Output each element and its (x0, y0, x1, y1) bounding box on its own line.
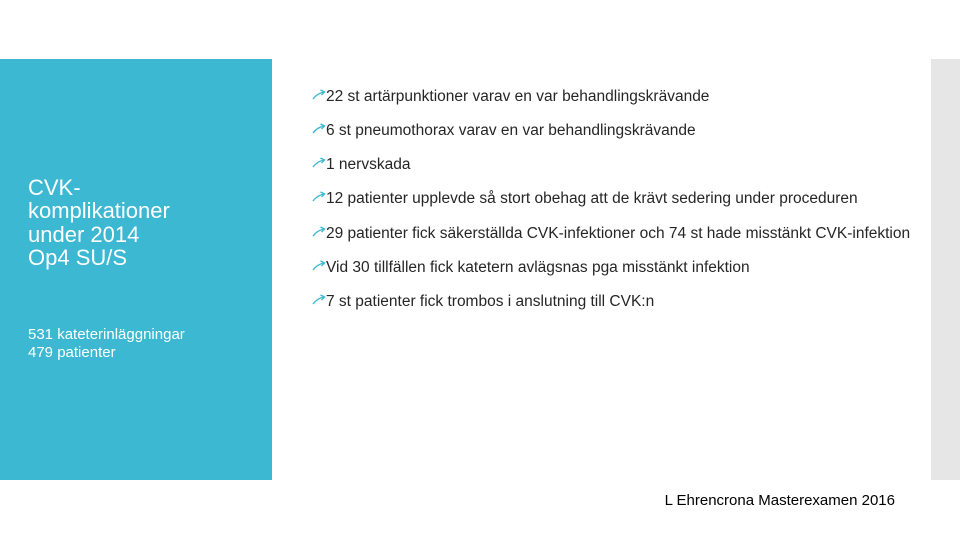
bullet-item (312, 121, 912, 141)
bullet-text: 1 nervskada (326, 156, 411, 174)
arrow-bullet-icon (312, 156, 326, 170)
bullet-text: 6 st pneumothorax varav en var behandlingskrävande (326, 122, 696, 140)
arrow-bullet-icon (312, 122, 326, 136)
slide-subtitle (28, 326, 268, 363)
bullet-item (312, 224, 912, 244)
footer-credit: L Ehrencrona Masterexamen 2016 (664, 492, 895, 509)
slide-title-line: CVK- (28, 175, 81, 200)
subtitle-line: 479 patienter (28, 344, 116, 362)
arrow-bullet-icon (312, 88, 326, 102)
bullet-text: Vid 30 tillfällen fick katetern avlägsnas pga misstänkt infektion (326, 258, 750, 276)
slide-title-line: Op4 SU/S (28, 244, 128, 270)
bullet-item (312, 189, 912, 209)
slide-title-line: komplikationer (28, 198, 170, 224)
bullet-item (312, 155, 912, 175)
bullet-item (312, 258, 912, 278)
slide-title-line: under 2014 (28, 221, 140, 247)
subtitle-line: 531 kateterinläggningar (28, 326, 185, 343)
arrow-bullet-icon (312, 190, 326, 204)
bullet-list (312, 87, 912, 326)
bullet-text: 7 st patienter fick trombos i anslutning till CVK:n (326, 292, 655, 310)
arrow-bullet-icon (312, 293, 326, 307)
arrow-bullet-icon (312, 259, 326, 273)
slide-title (28, 176, 258, 269)
bullet-text: 22 st artärpunktioner varav en var behandlingskrävande (326, 88, 710, 105)
arrow-bullet-icon (312, 225, 326, 239)
bullet-item (312, 87, 912, 107)
bullet-text: 12 patienter upplevde så stort obehag att de krävt sedering under proceduren (326, 190, 858, 208)
bullet-item (312, 292, 912, 312)
bullet-text: 29 patienter fick säkerställda CVK-infektioner och 74 st hade misstänkt CVK-infektion (326, 224, 911, 242)
side-strip (931, 59, 960, 480)
